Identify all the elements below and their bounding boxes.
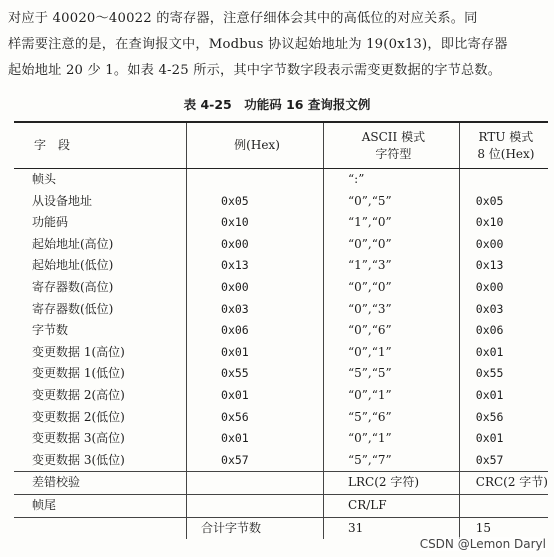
cell-field: 变更数据 3(高位) [14,428,187,450]
cell-rtu: 0x56 [475,409,504,424]
watermark: CSDN @Lemon Daryl [419,537,546,551]
table-header-row [14,122,548,169]
cell-ascii: LRC(2 字符) [324,472,460,495]
cell-field: 变更数据 2(高位) [14,385,187,407]
cell-ascii: “0”,“3” [324,299,460,321]
cell-field: 字节数 [14,320,187,342]
cell-ascii: “5”,“6” [324,407,460,429]
cell-hex: 0x06 [187,320,324,342]
table-caption: 表 4-25 功能码 16 查询报文例 [183,97,371,112]
table-row [14,363,548,385]
total-row [14,517,548,539]
cell-field: 功能码 [14,212,187,234]
cell-hex [187,472,324,495]
cell-ascii: “1”,“0” [324,212,460,234]
query-message-table [14,121,548,539]
cell-rtu: 0x06 [475,323,504,338]
total-rtu: 15 [459,517,548,539]
cell-hex: 0x00 [187,277,324,299]
cell-ascii: “5”,“5” [324,363,460,385]
table-row [14,472,548,495]
header-ascii-line1: ASCII 模式 [361,129,426,144]
table-row [14,169,548,191]
cell-field: 帧尾 [14,494,187,517]
cell-hex: 0x03 [187,299,324,321]
intro-paragraph [8,6,546,84]
cell-rtu: 0x13 [475,258,504,273]
cell-field: 帧头 [14,169,187,191]
cell-ascii: “0”,“6” [324,320,460,342]
cell-rtu: 0x55 [475,366,504,381]
header-ascii [324,122,460,169]
cell-field: 从设备地址 [14,191,187,213]
cell-ascii: “1”,“3” [324,255,460,277]
cell-ascii: “0”,“0” [324,277,460,299]
table-row [14,299,548,321]
cell-field: 变更数据 1(高位) [14,342,187,364]
header-ascii-line2: 字符型 [375,146,412,161]
cell-field: 变更数据 1(低位) [14,363,187,385]
cell-field: 起始地址(高位) [14,234,187,256]
table-row [14,342,548,364]
cell-field: 变更数据 3(低位) [14,450,187,472]
cell-rtu [459,494,548,517]
cell-field: 寄存器数(低位) [14,299,187,321]
cell-ascii: CR/LF [324,494,460,517]
cell-ascii: “5”,“7” [324,450,460,472]
paragraph-line-1: 对应于 40020～40022 的寄存器，注意仔细体会其中的高低位的对应关系。同 [8,11,478,26]
header-rtu-line1: RTU 模式 [478,129,534,144]
cell-rtu: 0x10 [475,215,504,230]
cell-hex: 0x01 [187,342,324,364]
table-row [14,407,548,429]
cell-rtu: 0x05 [475,193,504,208]
cell-field: 差错校验 [14,472,187,495]
cell-field: 寄存器数(高位) [14,277,187,299]
cell-rtu: 0x01 [475,344,504,359]
cell-rtu: CRC(2 字节) [459,472,548,495]
cell-hex: 0x01 [187,385,324,407]
header-field: 字 段 [14,122,187,169]
table-row [14,255,548,277]
cell-rtu: 0x03 [475,301,504,316]
cell-ascii: “0”,“0” [324,234,460,256]
paragraph-line-3: 起始地址 20 少 1。如表 4-25 所示，其中字节数字段表示需变更数据的字节总数。 [8,63,502,78]
header-rtu-line2: 8 位(Hex) [477,146,535,161]
cell-hex [187,169,324,191]
paragraph-line-2: 样需要注意的是，在查询报文中，Modbus 协议起始地址为 19(0x13)，即比寄存器 [8,37,508,52]
table-row [14,320,548,342]
cell-rtu: 0x00 [475,279,504,294]
cell-field: 变更数据 2(低位) [14,407,187,429]
cell-field: 起始地址(低位) [14,255,187,277]
cell-hex: 0x56 [187,407,324,429]
cell-hex: 0x00 [187,234,324,256]
cell-rtu: 0x57 [459,450,548,472]
cell-rtu: 0x01 [475,431,504,446]
cell-ascii: “0”,“1” [324,385,460,407]
cell-rtu: 0x01 [475,387,504,402]
table-row [14,494,548,517]
cell-hex [187,494,324,517]
cell-hex: 0x55 [187,363,324,385]
table-row [14,450,548,472]
table-row [14,428,548,450]
table-row [14,191,548,213]
header-rtu [459,122,548,169]
cell-hex: 0x10 [187,212,324,234]
total-ascii: 31 [324,517,460,539]
cell-hex: 0x57 [187,450,324,472]
cell-hex: 0x01 [187,428,324,450]
cell-ascii: “:” [324,169,460,191]
table-row [14,212,548,234]
table-row [14,385,548,407]
cell-hex: 0x05 [187,191,324,213]
table-row [14,277,548,299]
cell-ascii: “0”,“1” [324,428,460,450]
cell-ascii: “0”,“1” [324,342,460,364]
cell-ascii: “0”,“5” [324,191,460,213]
cell-rtu [459,169,548,191]
cell-hex: 0x13 [187,255,324,277]
table-row [14,234,548,256]
cell-field [14,517,187,539]
cell-rtu: 0x00 [475,236,504,251]
header-example: 例(Hex) [187,122,324,169]
total-label: 合计字节数 [187,517,324,539]
